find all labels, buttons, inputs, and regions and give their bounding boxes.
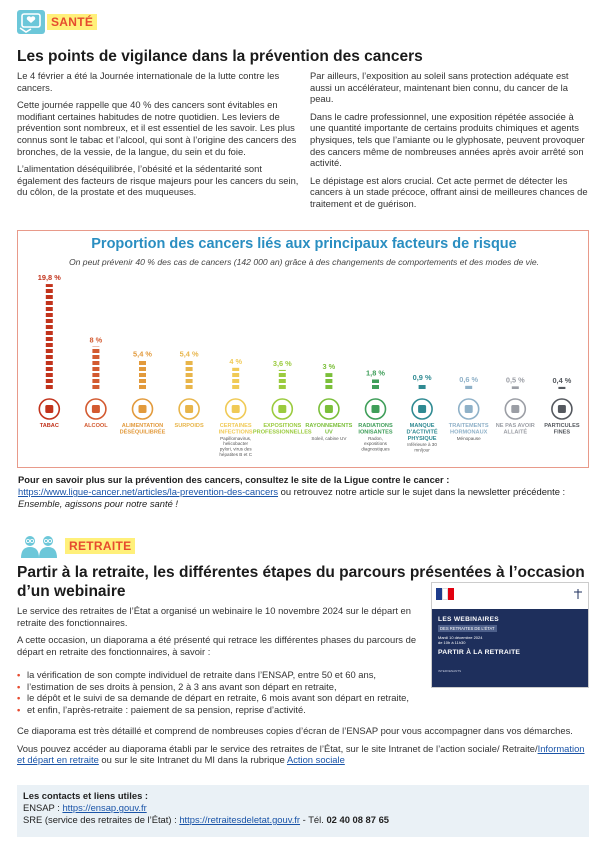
overweight-person-icon bbox=[179, 399, 199, 419]
paragraph: A cette occasion, un diaporama a été présenté qui retrace les différentes phases du parcours de départ en retraite des fonctionnaires, à savoir : bbox=[17, 634, 417, 657]
contacts-heading bbox=[23, 790, 583, 802]
bar-5 bbox=[232, 368, 239, 389]
poster-time-line: de 10h à 11h30 bbox=[438, 640, 466, 645]
category-label: IONISANTES bbox=[358, 429, 393, 436]
category-label: D’ACTIVITÉ bbox=[406, 429, 438, 436]
category-note: Papillomavirus, bbox=[220, 435, 252, 441]
category-note: helicobacter bbox=[223, 441, 249, 447]
category-label: RAYONNEMENTS bbox=[305, 423, 353, 429]
sre-line bbox=[23, 814, 583, 826]
sre-link[interactable]: https://retraitesdeletat.gouv.fr bbox=[179, 814, 301, 825]
health-app-icon bbox=[17, 10, 45, 34]
chart-subtitle: On peut prévenir 40 % des cas de cancers (142 000 an) grâce à des changements de comportements et des modes de vie. bbox=[68, 257, 540, 267]
category-note: Soleil, cabine UV bbox=[311, 435, 347, 441]
hormone-icon bbox=[459, 399, 479, 419]
sun-icon bbox=[319, 399, 339, 419]
sante-title: Les points de vigilance dans la prévention des cancers bbox=[17, 48, 423, 65]
virus-icon bbox=[226, 399, 246, 419]
category-label: INFECTIONS bbox=[218, 429, 253, 436]
poster-subheading: DES RETRAITES DE L’ÉTAT bbox=[440, 626, 495, 631]
category-label: DÉSÉQUILIBRÉE bbox=[119, 429, 166, 436]
contacts-heading-text: Les contacts et liens utiles : bbox=[23, 790, 149, 801]
bar-9 bbox=[419, 385, 426, 389]
ensap-line bbox=[23, 802, 583, 814]
list-item: • le dépôt et le suivi de sa demande de départ en retraite, 6 mois avant son départ en retraite, bbox=[17, 692, 437, 704]
factory-icon bbox=[552, 399, 572, 419]
sre-text: - Tél. bbox=[300, 814, 327, 825]
category-label: PROFESSIONNELLES bbox=[252, 429, 312, 436]
breastfeeding-icon bbox=[505, 399, 525, 419]
category-note: Inférieure à 30 bbox=[407, 442, 437, 448]
paragraph: Dans le cadre professionnel, une exposition répétée associée à une quantité importante de certains produits chimiques et agents physiques, tels que l’amiante ou le glyphosate, peuvent provoquer des cancers même de nombreuses années après avoir arrêté son activité. bbox=[310, 110, 585, 169]
bar-10 bbox=[465, 386, 472, 389]
poster-footer: INTERVENANTS bbox=[438, 669, 462, 673]
cancer-risk-chart bbox=[17, 230, 589, 468]
value-label: 5,4 % bbox=[133, 349, 152, 359]
category-note: pylori, virus des bbox=[219, 446, 252, 452]
info-bold-text: Pour en savoir plus sur la prévention des cancers, consultez le site de la Ligue contre le cancer : bbox=[18, 474, 450, 485]
poster-date bbox=[438, 635, 482, 645]
poster-header bbox=[432, 583, 589, 609]
category-label: MANQUE bbox=[409, 423, 435, 429]
paragraph bbox=[17, 743, 587, 766]
sante-section-tag bbox=[17, 10, 97, 34]
bar-8 bbox=[372, 379, 379, 389]
bar-7 bbox=[325, 373, 332, 389]
category-label: FINES bbox=[553, 429, 571, 436]
chart-title: Proportion des cancers liés aux principaux facteurs de risque bbox=[91, 236, 517, 252]
republique-francaise-logo bbox=[436, 588, 454, 600]
value-label: 5,4 % bbox=[179, 349, 199, 359]
retraite-section-tag bbox=[17, 534, 135, 558]
category-note: diagnostiques bbox=[361, 446, 390, 452]
text: ou sur le site Intranet du MI dans la rubrique bbox=[98, 754, 287, 766]
ligue-cancer-link[interactable]: https://www.ligue-cancer.net/articles/la-prevention-des-cancers bbox=[18, 486, 279, 497]
service-retraites-logo bbox=[571, 589, 585, 600]
chart-plot bbox=[18, 231, 590, 469]
category-label: PHYSIQUE bbox=[407, 435, 437, 442]
paragraph: Le dépistage est alors crucial. Cet acte permet de détecter les cancers à un stade précoce, offrant ainsi de meilleures chances de traitement et de guérison. bbox=[310, 174, 588, 209]
retirees-icon bbox=[17, 534, 63, 558]
bar-3 bbox=[139, 361, 146, 389]
paragraph: Par ailleurs, l’exposition au soleil sans protection adéquate est aussi un accélérateur, maintenant bien connu, du cancer de la peau. bbox=[310, 70, 569, 105]
bar-1 bbox=[46, 284, 53, 389]
category-label: PARTICULES bbox=[544, 423, 580, 429]
text: Vous pouvez accéder au diaporama établi par le service des retraites de l’État, sur le site Intranet de l’action sociale/ Retraite/ bbox=[17, 742, 538, 754]
category-label: ALCOOL bbox=[84, 423, 108, 429]
category-label: HORMONAUX bbox=[450, 429, 488, 436]
ensap-label: ENSAP : bbox=[23, 802, 63, 813]
category-label: ALLAITÉ bbox=[503, 429, 528, 436]
list-item: • la vérification de son compte individuel de retraite dans l’ENSAP, entre 50 et 60 ans, bbox=[17, 669, 437, 681]
bar-4 bbox=[186, 361, 193, 389]
runner-icon bbox=[412, 399, 432, 419]
category-label: UV bbox=[325, 429, 333, 436]
value-label: 8 % bbox=[89, 335, 103, 345]
category-label: TABAC bbox=[39, 423, 59, 429]
category-label: ALIMENTATION bbox=[121, 423, 164, 429]
category-label: TRAITEMENTS bbox=[448, 423, 489, 429]
category-label: CERTAINES bbox=[219, 423, 252, 429]
retraite-steps-list bbox=[17, 669, 437, 715]
bottles-icon bbox=[86, 399, 106, 419]
sre-phone: 02 40 08 87 65 bbox=[326, 814, 390, 825]
category-note: mn/jour bbox=[414, 447, 430, 453]
retraite-intro bbox=[17, 605, 422, 659]
sante-column-right bbox=[310, 70, 590, 216]
info-italic: Ensemble, agissons pour notre santé ! bbox=[18, 498, 178, 509]
value-label: 3 % bbox=[322, 362, 336, 372]
list-item: • et enfin, l’après-retraite : paiement de sa pension, reprise d’activité. bbox=[17, 704, 437, 716]
bar-6 bbox=[279, 370, 286, 389]
action-sociale-link[interactable]: Action sociale bbox=[286, 754, 345, 766]
ensap-link[interactable]: https://ensap.gouv.fr bbox=[62, 802, 147, 813]
info-text: ou retrouvez notre article sur le sujet dans la newsletter précédente : bbox=[278, 486, 566, 497]
value-label: 0,5 % bbox=[505, 375, 525, 385]
sante-tag-label: SANTÉ bbox=[47, 14, 97, 30]
sante-info bbox=[18, 474, 588, 510]
paragraph: Cette journée rappelle que 40 % des cancers sont évitables en modifiant certaines habitudes de notre quotidien. Les leviers de prévention sont nombreux, et il est essentiel de les savoir. Les plus connus sont le tabac et l’alcool, qui sont à l’origine des cancers des bronches, de la vessie, de la langue, du sein et du foie. bbox=[17, 99, 297, 157]
category-note: Ménopause bbox=[456, 435, 481, 441]
category-label: SURPOIDS bbox=[174, 423, 204, 429]
poster-date-line: Mardi 10 décembre 2024 bbox=[438, 635, 483, 640]
value-label: 0,9 % bbox=[412, 373, 432, 383]
helmet-icon bbox=[272, 399, 292, 419]
poster-main-title: PARTIR À LA RETRAITE bbox=[438, 649, 521, 656]
contacts-box bbox=[17, 785, 589, 837]
category-label: EXPOSITIONS bbox=[263, 423, 302, 429]
retraite-title: Partir à la retraite, les différentes étapes du parcours présentées à l’occasion d’un webinaire bbox=[17, 564, 585, 600]
paragraph: Le service des retraites de l’État a organisé un webinaire le 10 novembre 2024 sur le départ en retraite des fonctionnaires. bbox=[17, 605, 411, 628]
value-label: 1,8 % bbox=[366, 368, 385, 378]
sante-column-left bbox=[17, 70, 299, 204]
paragraph: Le 4 février a été la Journée internationale de la lutte contre les cancers. bbox=[17, 70, 280, 93]
value-label: 3,6 % bbox=[272, 358, 292, 368]
bar-2 bbox=[92, 347, 99, 389]
retraite-details bbox=[17, 725, 587, 772]
bar-11 bbox=[512, 386, 519, 389]
paragraph: Ce diaporama est très détaillé et comprend de nombreuses copies d’écran de l’ENSAP pour vous accompagner dans vos démarches. bbox=[17, 725, 573, 736]
poster-heading: LES WEBINAIRES bbox=[438, 616, 499, 623]
value-label: 0,4 % bbox=[552, 375, 572, 385]
list-item: • l’estimation de ses droits à pension, 2 à 3 ans avant son départ en retraite, bbox=[17, 681, 437, 693]
cigarette-pack-icon bbox=[39, 399, 59, 419]
value-label: 19,8 % bbox=[37, 273, 61, 283]
retraite-tag-label: RETRAITE bbox=[65, 538, 135, 554]
paragraph: L’alimentation déséquilibrée, l’obésité et la sédentarité sont également des facteurs de risque majeurs pour les cancers du sein, du côlon, de la prostate et des muqueuses. bbox=[17, 163, 299, 198]
value-label: 0,6 % bbox=[459, 374, 479, 384]
category-label: RADIATIONS bbox=[358, 423, 393, 429]
category-note: hépatites B et C bbox=[219, 452, 253, 457]
category-label: NE PAS AVOIR bbox=[495, 423, 535, 429]
plate-cutlery-icon bbox=[133, 399, 153, 419]
bar-12 bbox=[558, 387, 565, 389]
info-depart-retraite-link[interactable]: Information et départ en retraite bbox=[17, 742, 585, 766]
webinar-poster bbox=[431, 582, 589, 688]
radiation-icon bbox=[366, 399, 386, 419]
category-note: expositions bbox=[364, 441, 387, 447]
sre-label: SRE (service des retraites de l’État) : bbox=[23, 814, 180, 825]
value-label: 4 % bbox=[229, 356, 243, 366]
category-note: Radon, bbox=[368, 435, 383, 441]
